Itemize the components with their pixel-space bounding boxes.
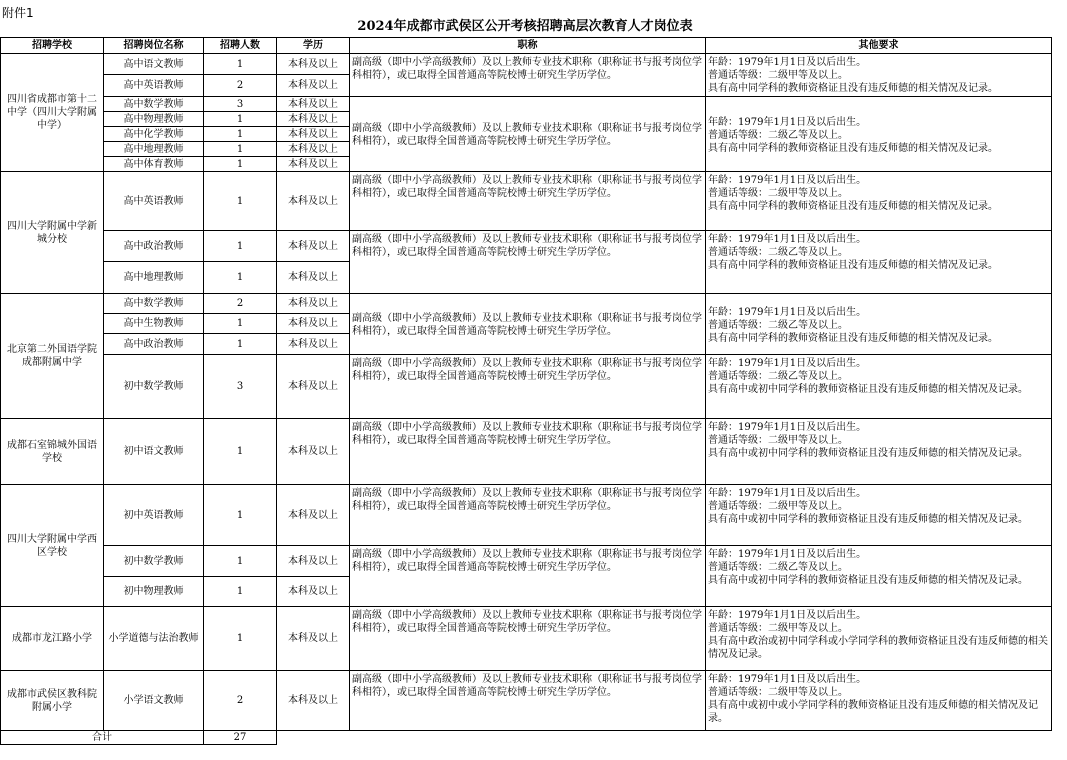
requirements-cell [706,231,1052,294]
rank-cell: 副高级（即中小学高级教师）及以上教师专业技术职称（职称证书与报考岗位学科相符），或已取得全国普通高等院校博士研究生学历学位。 [350,231,706,294]
age-requirement: 年龄：1979年1月1日及以后出生。 [708,674,867,685]
annex-label: 附件1 [2,6,34,20]
mandarin-requirement: 普通话等级：二级甲等及以上。 [708,501,848,512]
rank-cell: 副高级（即中小学高级教师）及以上教师专业技术职称（职称证书与报考岗位学科相符），或已取得全国普通高等院校博士研究生学历学位。 [350,355,706,419]
age-requirement: 年龄：1979年1月1日及以后出生。 [708,422,867,433]
table-row [1,54,1052,75]
rank-cell: 副高级（即中小学高级教师）及以上教师专业技术职称（职称证书与报考岗位学科相符），或已取得全国普通高等院校博士研究生学历学位。 [350,607,706,671]
education-cell: 本科及以上 [277,157,350,172]
count-cell: 1 [204,231,277,262]
post-cell: 初中语文教师 [104,419,204,485]
count-cell: 1 [204,157,277,172]
table-row [1,97,1052,112]
age-requirement: 年龄：1979年1月1日及以后出生。 [708,175,867,186]
table-row [1,671,1052,731]
total-row [1,731,1052,745]
post-cell: 高中物理教师 [104,112,204,127]
certificate-requirement: 具有高中或初中同学科的教师资格证且没有违反师德的相关情况及记录。 [708,384,1028,395]
post-cell: 初中英语教师 [104,485,204,546]
certificate-requirement: 具有高中或初中或小学同学科的教师资格证且没有违反师德的相关情况及记录。 [708,700,1038,724]
education-cell: 本科及以上 [277,112,350,127]
header-row [1,38,1052,54]
age-requirement: 年龄：1979年1月1日及以后出生。 [708,488,867,499]
school-cell: 成都市武侯区教科院附属小学 [1,671,104,731]
count-cell: 1 [204,419,277,485]
post-cell: 初中数学教师 [104,355,204,419]
mandarin-requirement: 普通话等级：二级乙等及以上。 [708,247,848,258]
post-cell: 高中生物教师 [104,314,204,334]
count-cell: 1 [204,546,277,577]
mandarin-requirement: 普通话等级：二级乙等及以上。 [708,371,848,382]
table-row [1,546,1052,577]
age-requirement: 年龄：1979年1月1日及以后出生。 [708,549,867,560]
school-cell: 四川大学附属中学西区学校 [1,485,104,607]
count-cell: 1 [204,607,277,671]
table-row [1,294,1052,314]
certificate-requirement: 具有高中或初中同学科的教师资格证且没有违反师德的相关情况及记录。 [708,448,1028,459]
count-cell: 1 [204,142,277,157]
post-cell: 高中体育教师 [104,157,204,172]
certificate-requirement: 具有高中同学科的教师资格证且没有违反师德的相关情况及记录。 [708,332,998,344]
school-cell: 四川省成都市第十二中学（四川大学附属中学） [1,54,104,172]
page-title: 2024年成都市武侯区公开考核招聘高层次教育人才岗位表 [357,19,693,34]
certificate-requirement: 具有高中同学科的教师资格证且没有违反师德的相关情况及记录。 [708,142,998,154]
table-row [1,607,1052,671]
total-count: 27 [204,731,277,745]
post-cell: 高中数学教师 [104,97,204,112]
school-cell: 北京第二外国语学院成都附属中学 [1,294,104,419]
count-cell: 3 [204,97,277,112]
post-cell: 高中数学教师 [104,294,204,314]
post-cell: 高中地理教师 [104,262,204,294]
certificate-requirement: 具有高中同学科的教师资格证且没有违反师德的相关情况及记录。 [708,83,998,94]
certificate-requirement: 具有高中或初中同学科的教师资格证且没有违反师德的相关情况及记录。 [708,575,1028,586]
requirements-cell [706,546,1052,607]
count-cell: 1 [204,314,277,334]
requirements-cell [706,671,1052,731]
education-cell: 本科及以上 [277,314,350,334]
count-cell: 1 [204,127,277,142]
header-education: 学历 [277,38,350,54]
school-cell: 四川大学附属中学新城分校 [1,172,104,294]
mandarin-requirement: 普通话等级：二级甲等及以上。 [708,435,848,446]
rank-cell: 副高级（即中小学高级教师）及以上教师专业技术职称（职称证书与报考岗位学科相符），或已取得全国普通高等院校博士研究生学历学位。 [350,172,706,231]
table-row [1,172,1052,231]
education-cell: 本科及以上 [277,546,350,577]
education-cell: 本科及以上 [277,262,350,294]
count-cell: 1 [204,172,277,231]
count-cell: 1 [204,334,277,355]
education-cell: 本科及以上 [277,97,350,112]
certificate-requirement: 具有高中同学科的教师资格证且没有违反师德的相关情况及记录。 [708,201,998,212]
education-cell: 本科及以上 [277,419,350,485]
certificate-requirement: 具有高中政治或初中同学科或小学同学科的教师资格证且没有违反师德的相关情况及记录。 [708,636,1048,660]
age-requirement: 年龄：1979年1月1日及以后出生。 [708,57,867,68]
education-cell: 本科及以上 [277,142,350,157]
total-empty [277,731,1052,745]
rank-cell: 副高级（即中小学高级教师）及以上教师专业技术职称（职称证书与报考岗位学科相符），或已取得全国普通高等院校博士研究生学历学位。 [350,671,706,731]
post-cell: 小学语文教师 [104,671,204,731]
header-count: 招聘人数 [204,38,277,54]
table-row [1,231,1052,262]
age-requirement: 年龄：1979年1月1日及以后出生。 [708,306,867,318]
education-cell: 本科及以上 [277,485,350,546]
school-cell: 成都石室锦城外国语学校 [1,419,104,485]
education-cell: 本科及以上 [277,54,350,75]
mandarin-requirement: 普通话等级：二级乙等及以上。 [708,562,848,573]
count-cell: 1 [204,577,277,607]
education-cell: 本科及以上 [277,334,350,355]
education-cell: 本科及以上 [277,75,350,97]
header-requirements: 其他要求 [706,38,1052,54]
mandarin-requirement: 普通话等级：二级乙等及以上。 [708,319,848,331]
mandarin-requirement: 普通话等级：二级乙等及以上。 [708,129,848,141]
requirements-cell [706,485,1052,546]
age-requirement: 年龄：1979年1月1日及以后出生。 [708,116,867,128]
school-cell: 成都市龙江路小学 [1,607,104,671]
education-cell: 本科及以上 [277,671,350,731]
count-cell: 1 [204,112,277,127]
post-cell: 高中政治教师 [104,231,204,262]
certificate-requirement: 具有高中或初中同学科的教师资格证且没有违反师德的相关情况及记录。 [708,514,1028,525]
requirements-cell [706,97,1052,172]
mandarin-requirement: 普通话等级：二级甲等及以上。 [708,70,848,81]
count-cell: 1 [204,485,277,546]
rank-cell: 副高级（即中小学高级教师）及以上教师专业技术职称（职称证书与报考岗位学科相符），或已取得全国普通高等院校博士研究生学历学位。 [350,54,706,97]
count-cell: 1 [204,54,277,75]
requirements-cell [706,607,1052,671]
table-row [1,355,1052,419]
education-cell: 本科及以上 [277,294,350,314]
requirements-cell [706,172,1052,231]
education-cell: 本科及以上 [277,355,350,419]
requirements-cell [706,294,1052,355]
mandarin-requirement: 普通话等级：二级甲等及以上。 [708,188,848,199]
count-cell: 2 [204,75,277,97]
header-title: 职称 [350,38,706,54]
table-row [1,419,1052,485]
post-cell: 高中化学教师 [104,127,204,142]
post-cell: 高中地理教师 [104,142,204,157]
count-cell: 3 [204,355,277,419]
education-cell: 本科及以上 [277,231,350,262]
header-school: 招聘学校 [1,38,104,54]
post-cell: 高中英语教师 [104,75,204,97]
mandarin-requirement: 普通话等级：二级甲等及以上。 [708,623,848,634]
count-cell: 2 [204,294,277,314]
education-cell: 本科及以上 [277,127,350,142]
count-cell: 2 [204,671,277,731]
table-row [1,485,1052,546]
education-cell: 本科及以上 [277,577,350,607]
rank-cell: 副高级（即中小学高级教师）及以上教师专业技术职称（职称证书与报考岗位学科相符），或已取得全国普通高等院校博士研究生学历学位。 [350,419,706,485]
rank-cell: 副高级（即中小学高级教师）及以上教师专业技术职称（职称证书与报考岗位学科相符），或已取得全国普通高等院校博士研究生学历学位。 [350,485,706,546]
total-label: 合计 [1,731,204,745]
rank-cell: 副高级（即中小学高级教师）及以上教师专业技术职称（职称证书与报考岗位学科相符），或已取得全国普通高等院校博士研究生学历学位。 [350,546,706,607]
education-cell: 本科及以上 [277,607,350,671]
rank-cell: 副高级（即中小学高级教师）及以上教师专业技术职称（职称证书与报考岗位学科相符），或已取得全国普通高等院校博士研究生学历学位。 [350,294,706,355]
post-cell: 高中政治教师 [104,334,204,355]
requirements-cell [706,419,1052,485]
post-cell: 初中物理教师 [104,577,204,607]
post-cell: 高中英语教师 [104,172,204,231]
rank-cell: 副高级（即中小学高级教师）及以上教师专业技术职称（职称证书与报考岗位学科相符），或已取得全国普通高等院校博士研究生学历学位。 [350,97,706,172]
education-cell: 本科及以上 [277,172,350,231]
post-cell: 小学道德与法治教师 [104,607,204,671]
certificate-requirement: 具有高中同学科的教师资格证且没有违反师德的相关情况及记录。 [708,260,998,271]
positions-table [0,37,1052,745]
age-requirement: 年龄：1979年1月1日及以后出生。 [708,610,867,621]
requirements-cell [706,355,1052,419]
age-requirement: 年龄：1979年1月1日及以后出生。 [708,358,867,369]
requirements-cell [706,54,1052,97]
count-cell: 1 [204,262,277,294]
post-cell: 初中数学教师 [104,546,204,577]
age-requirement: 年龄：1979年1月1日及以后出生。 [708,234,867,245]
mandarin-requirement: 普通话等级：二级甲等及以上。 [708,687,848,698]
header-post: 招聘岗位名称 [104,38,204,54]
post-cell: 高中语文教师 [104,54,204,75]
